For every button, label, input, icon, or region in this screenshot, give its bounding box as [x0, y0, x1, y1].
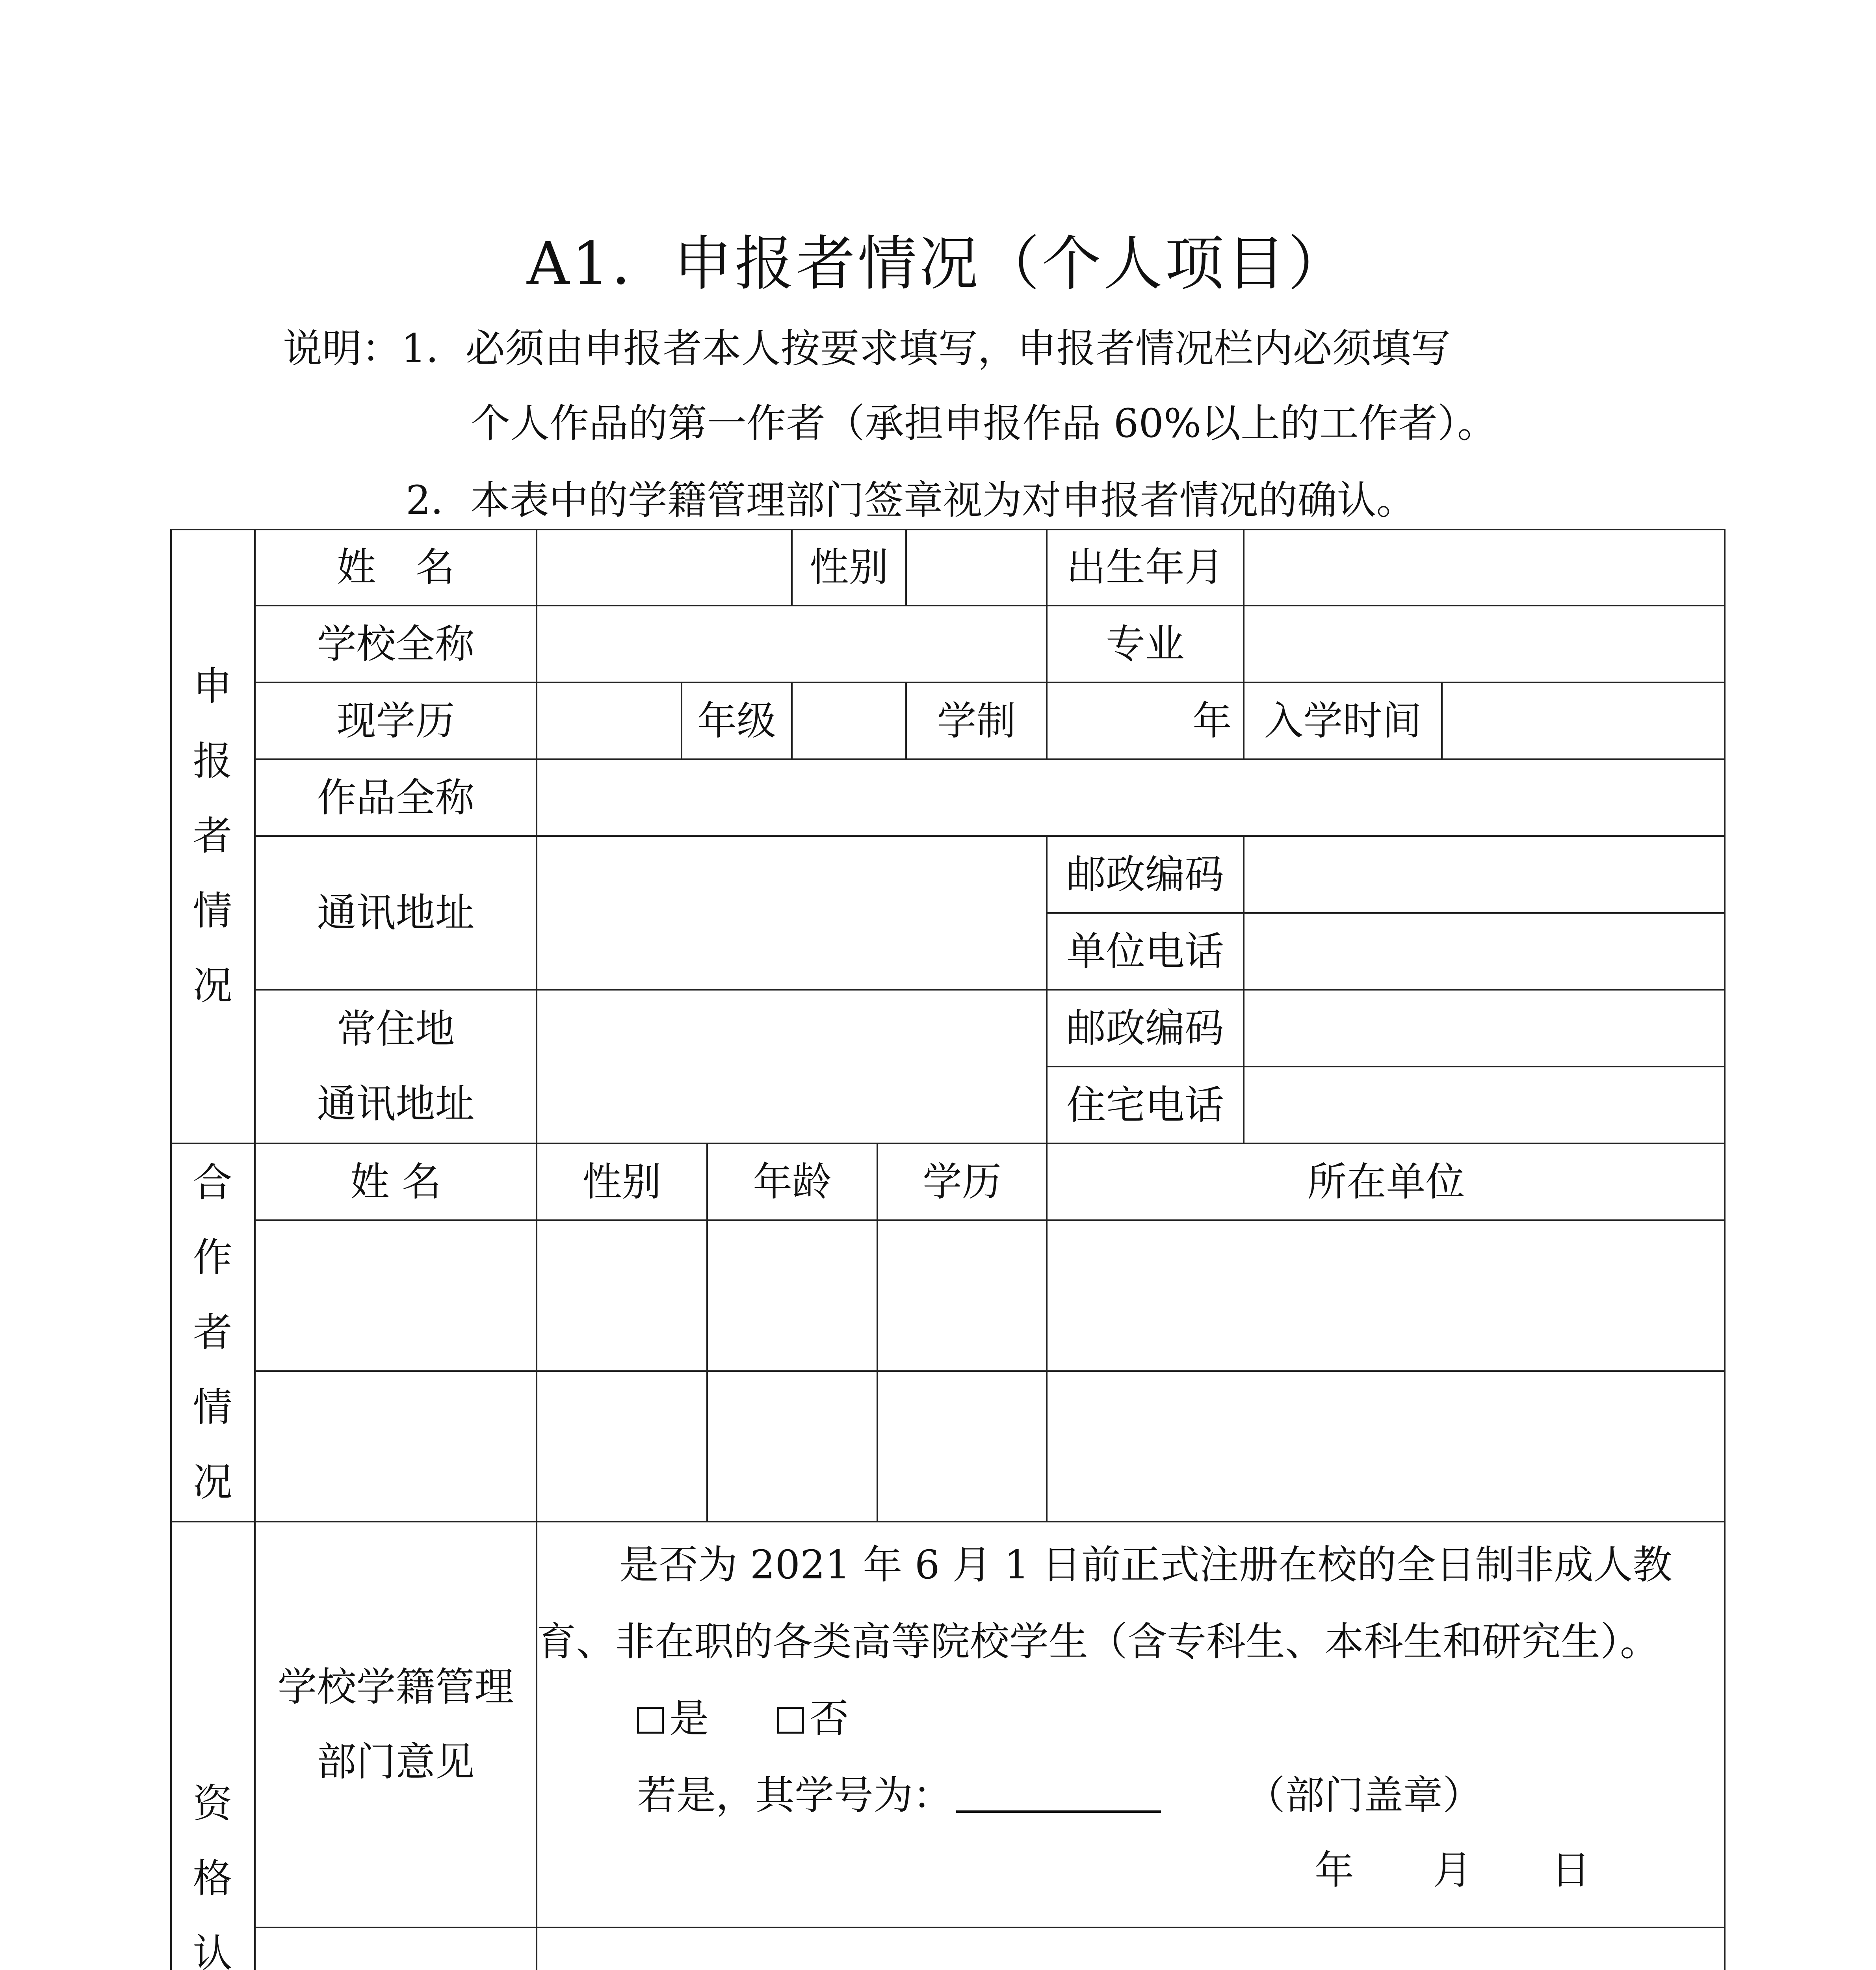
qualification-section-label: [170, 1522, 255, 1970]
section-char: 申: [193, 663, 232, 709]
collab-row-2-age[interactable]: [707, 1371, 877, 1522]
home-phone-label: 住宅电话: [1066, 1082, 1224, 1128]
registrar-text-line-1: 是否为 2021 年 6 月 1 日前正式注册在校的全日制非成人教: [619, 1542, 1672, 1588]
grade-label: 年级: [697, 697, 776, 744]
enroll-time-field[interactable]: [1442, 682, 1726, 759]
student-id-field[interactable]: [956, 1775, 1161, 1813]
postcode-label-1: 邮政编码: [1066, 851, 1224, 898]
registrar-choice-row: [637, 1691, 849, 1746]
page-title: A1．申报者情况（个人项目）: [527, 230, 1349, 298]
permanent-address-field[interactable]: [537, 990, 1047, 1143]
home-phone-field[interactable]: [1244, 1067, 1726, 1143]
schooling-label: 学制: [937, 697, 1016, 744]
section-char: 资: [193, 1780, 232, 1827]
registrar-label-line: 部门意见: [317, 1739, 475, 1785]
work-phone-label: 单位电话: [1066, 928, 1224, 974]
address-label: 通讯地址: [317, 890, 475, 936]
collab-header-affiliation: 所在单位: [1307, 1158, 1465, 1205]
registrar-no-label: 否: [809, 1695, 849, 1741]
collab-header-education: 学历: [923, 1158, 1001, 1205]
postcode-field-1[interactable]: [1244, 836, 1726, 913]
registrar-opinion-cell: [537, 1522, 1726, 1927]
section-char: 合: [193, 1160, 232, 1206]
gender-label: 性别: [810, 544, 888, 590]
collab-row-1-name[interactable]: [255, 1220, 537, 1371]
note-line-1: 说明：1．必须由申报者本人按要求填写，申报者情况栏内必须填写: [283, 325, 1451, 372]
birth-field[interactable]: [1244, 529, 1726, 606]
postcode-field-2[interactable]: [1244, 990, 1726, 1067]
registrar-label-line: 学校学籍管理: [277, 1664, 514, 1710]
work-phone-field[interactable]: [1244, 913, 1726, 990]
education-label: 现学历: [336, 697, 455, 744]
section-char: 格: [193, 1855, 232, 1901]
section-char: 报: [193, 738, 232, 784]
postcode-label-2: 邮政编码: [1066, 1005, 1224, 1051]
enroll-time-label: 入学时间: [1264, 697, 1422, 744]
collab-row-1-gender[interactable]: [537, 1220, 707, 1371]
major-field[interactable]: [1244, 606, 1726, 682]
collab-row-2-gender[interactable]: [537, 1371, 707, 1522]
registrar-no-checkbox[interactable]: [777, 1707, 804, 1734]
registrar-label: [255, 1522, 537, 1927]
collab-row-1-affiliation[interactable]: [1047, 1220, 1726, 1371]
application-form-table: [170, 529, 1726, 1970]
schooling-year-field[interactable]: 年: [1192, 697, 1232, 744]
advisor-label: [255, 1927, 537, 1970]
work-title-label: 作品全称: [317, 774, 475, 821]
section-char: 情: [193, 1384, 232, 1430]
note-line-2: 个人作品的第一作者（承担申报作品 60%以上的工作者）。: [471, 400, 1497, 446]
permanent-address-label-line: 常住地: [336, 1006, 455, 1052]
applicant-section-label: [170, 529, 255, 1143]
birth-label: 出生年月: [1066, 544, 1224, 590]
collab-row-1-education[interactable]: [877, 1220, 1047, 1371]
student-id-label: 若是，其学号为：: [637, 1772, 952, 1818]
permanent-address-label: [255, 990, 537, 1143]
grade-field[interactable]: [792, 682, 906, 759]
collab-row-2-name[interactable]: [255, 1371, 537, 1522]
section-char: 者: [193, 813, 232, 859]
school-field[interactable]: [537, 606, 1047, 682]
section-char: 况: [193, 1459, 232, 1505]
education-field[interactable]: [537, 682, 682, 759]
section-char: 认: [193, 1930, 232, 1970]
note-line-3: 2．本表中的学籍管理部门签章视为对申报者情况的确认。: [406, 477, 1416, 523]
collab-header-age: 年龄: [753, 1158, 832, 1205]
address-field[interactable]: [537, 836, 1047, 990]
section-char: 作: [193, 1234, 232, 1280]
collaborator-section-label: [170, 1143, 255, 1522]
name-label: 姓 名: [336, 544, 455, 590]
registrar-yes-checkbox[interactable]: [637, 1707, 664, 1734]
gender-field[interactable]: [906, 529, 1047, 606]
registrar-yes-label: 是: [669, 1695, 709, 1741]
collab-header-gender: 性别: [582, 1158, 661, 1205]
section-char: 况: [193, 963, 232, 1009]
collab-row-1-age[interactable]: [707, 1220, 877, 1371]
advisor-opinion-cell: [537, 1927, 1726, 1970]
collab-row-2-affiliation[interactable]: [1047, 1371, 1726, 1522]
student-id-row: [637, 1768, 1161, 1823]
collab-row-2-education[interactable]: [877, 1371, 1047, 1522]
work-title-field[interactable]: [537, 759, 1726, 836]
name-field[interactable]: [537, 529, 792, 606]
section-char: 者: [193, 1309, 232, 1355]
school-label: 学校全称: [317, 621, 475, 667]
registrar-date: 年 月 日: [1315, 1847, 1590, 1893]
collab-header-name: 姓 名: [350, 1158, 442, 1205]
major-label: 专业: [1106, 621, 1185, 667]
department-stamp: （部门盖章）: [1246, 1772, 1482, 1818]
permanent-address-label-line: 通讯地址: [317, 1081, 475, 1127]
registrar-text-line-2: 育、非在职的各类高等院校学生（含专科生、本科生和研究生）。: [537, 1619, 1659, 1665]
section-char: 情: [193, 888, 232, 934]
